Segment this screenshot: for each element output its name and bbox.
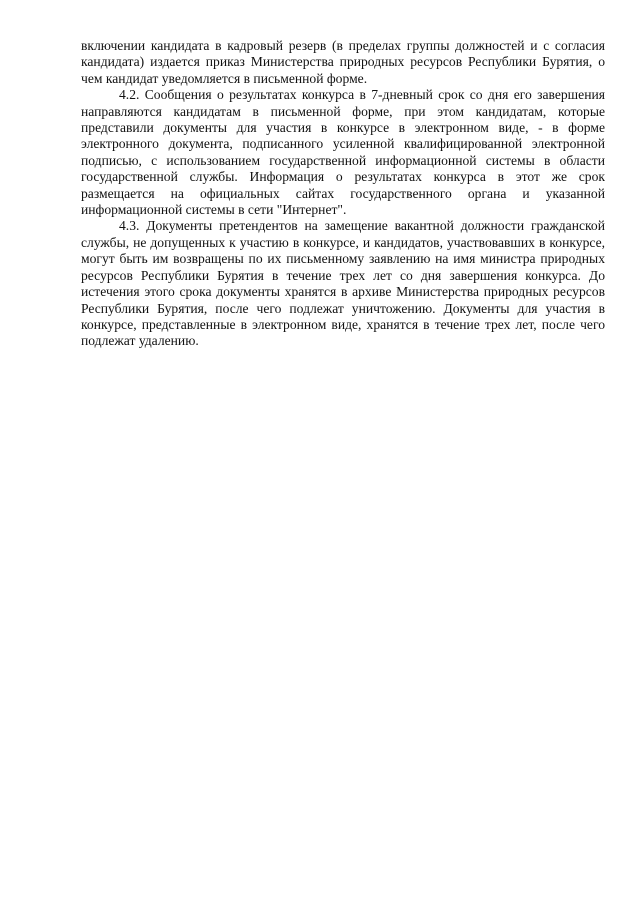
document-page [81,38,605,350]
paragraph-continuation: включении кандидата в кадровый резерв (в пределах группы должностей и с согласия кандидата) издается приказ Министерства природных ресурсов Республики Бурятия, о чем кандидат уведомляется в письменной форме. [81,38,605,86]
paragraph-4-3: 4.3. Документы претендентов на замещение вакантной должности гражданской службы, не допущенных к участию в конкурсе, и кандидатов, участвовавших в конкурсе, могут быть им возвращены по их письменному заявлению на имя министра природных ресурсов Республики Бурятия в течение трех лет со дня завершения конкурса. До истечения этого срока документы хранятся в архиве Министерства природных ресурсов Республики Бурятия, после чего подлежат уничтожению. Документы для участия в конкурсе, представленные в электронном виде, хранятся в течение трех лет, после чего подлежат удалению. [81,218,605,349]
paragraph-4-2: 4.2. Сообщения о результатах конкурса в 7-дневный срок со дня его завершения направляются кандидатам в письменной форме, при этом кандидатам, которые представили документы для участия в конкурсе в электронном виде, - в форме электронного документа, подписанного усиленной квалифицированной электронной подписью, с использованием государственной информационной системы в области государственной службы. Информация о результатах конкурса в этот же срок размещается на официальных сайтах государственного органа и указанной информационной системы в сети "Интернет". [81,87,605,218]
